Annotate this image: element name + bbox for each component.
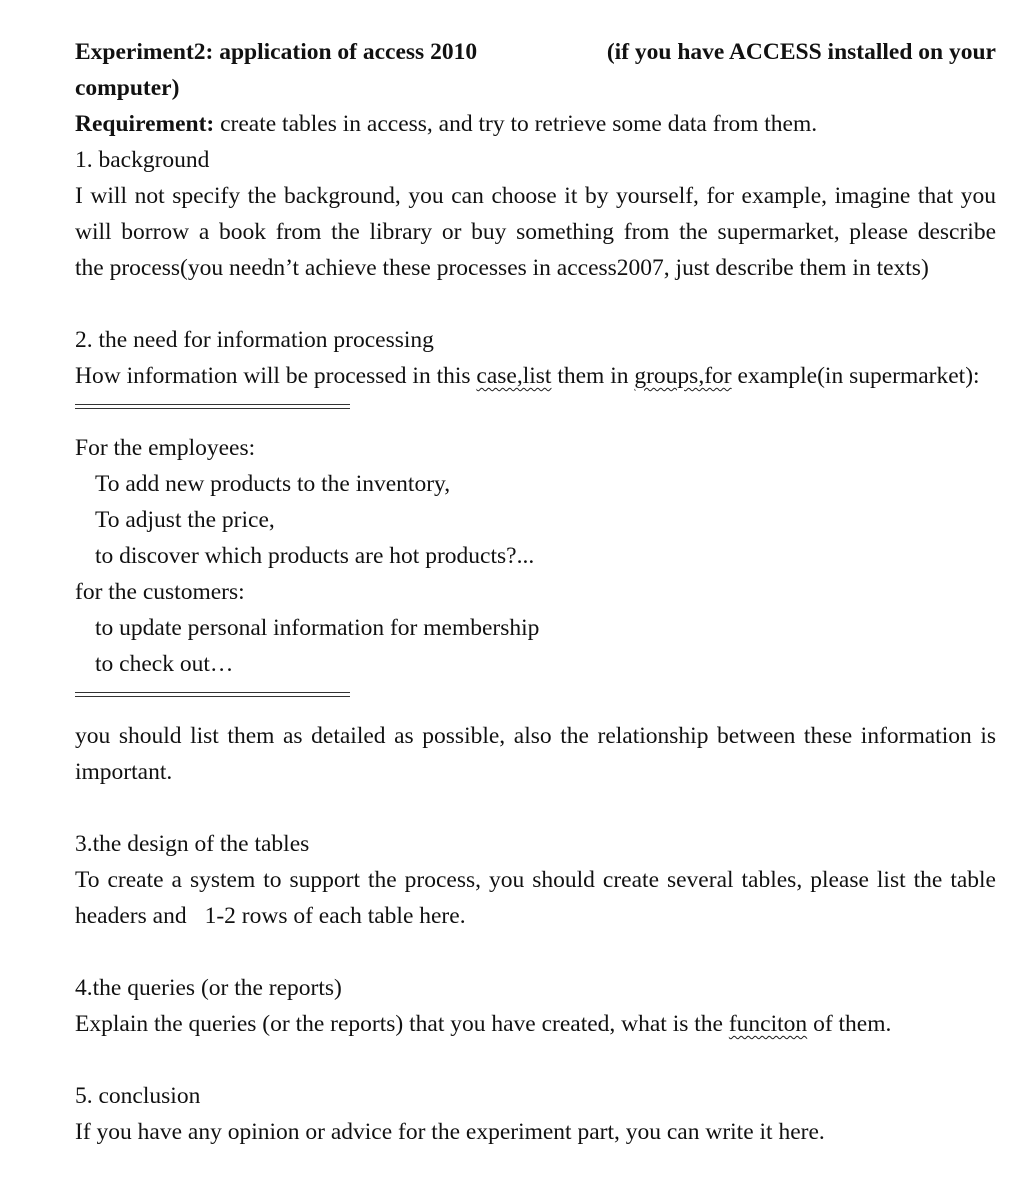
requirement-label: Requirement: <box>75 111 215 137</box>
section3-heading: 3.the design of the tables <box>75 831 310 857</box>
section3-line-2-b: 1-2 rows of each table here. <box>204 903 466 929</box>
customers-item: to check out… <box>95 651 234 677</box>
customers-label: for the customers: <box>75 579 245 605</box>
employees-item: To add new products to the inventory, <box>95 471 451 497</box>
intro-part: them in <box>551 363 635 389</box>
section1-line-3: the process(you needn’t achieve these processes in access2007, just describe them in texts) <box>75 255 929 281</box>
intro-part: How information will be processed in this <box>75 363 477 389</box>
section5-heading: 5. conclusion <box>75 1083 201 1109</box>
employees-item: to discover which products are hot products?... <box>95 543 535 569</box>
section2-note-line-2: important. <box>75 759 173 785</box>
section4-text-c: of them. <box>807 1011 892 1037</box>
section2-note-line-1: you should list them as detailed as possible, also the relationship between these information is <box>75 723 996 749</box>
section4-heading: 4.the queries (or the reports) <box>75 975 342 1001</box>
spacer <box>75 1042 996 1078</box>
spacer <box>75 934 996 970</box>
employees-label: For the employees: <box>75 435 256 461</box>
section4-text <box>75 1006 996 1042</box>
section5-text: If you have any opinion or advice for the experiment part, you can write it here. <box>75 1119 825 1145</box>
employees-item: To adjust the price, <box>95 507 275 533</box>
section4-text-a: Explain the queries (or the reports) that you have created, what is the <box>75 1011 729 1037</box>
requirement-text: create tables in access, and try to retrieve some data from them. <box>214 111 818 137</box>
section3-line-1: To create a system to support the process, you should create several tables, please list the table <box>75 867 996 893</box>
section2-intro <box>75 358 996 394</box>
double-rule-divider <box>75 682 996 718</box>
section1-line-1: I will not specify the background, you can choose it by yourself, for example, imagine that you <box>75 183 996 209</box>
spellcheck-word: case,list <box>476 363 552 389</box>
customers-item: to update personal information for membership <box>95 615 540 641</box>
section3-line-2 <box>75 898 996 934</box>
spellcheck-word: funciton <box>728 1011 808 1037</box>
intro-part: example(in supermarket): <box>731 363 980 389</box>
section2-heading: 2. the need for information processing <box>75 327 434 353</box>
title-right: (if you have ACCESS installed on your <box>606 39 996 65</box>
spellcheck-word: groups,for <box>634 363 732 389</box>
double-rule-divider <box>75 394 996 430</box>
section1-heading: 1. background <box>75 147 210 173</box>
section1-line-2: will borrow a book from the library or buy something from the supermarket, please describe <box>75 219 996 245</box>
title-continuation: computer) <box>75 75 180 101</box>
section3-line-2-a: headers and <box>75 903 187 929</box>
spacer <box>75 790 996 826</box>
title-left: Experiment2: application of access 2010 <box>75 39 478 65</box>
document-page <box>75 34 996 1150</box>
spacer <box>75 286 996 322</box>
requirement-line <box>75 106 996 142</box>
doc-title <box>75 34 996 70</box>
